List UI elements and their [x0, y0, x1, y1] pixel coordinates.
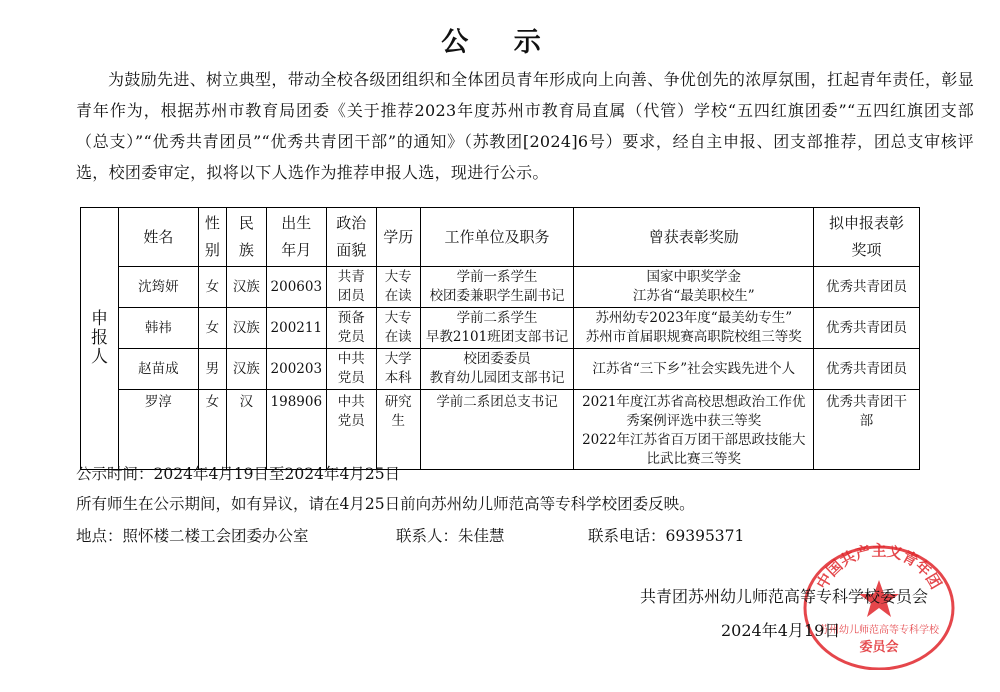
cell-proposed: 优秀共青团员 [814, 308, 920, 349]
cell-awards: 苏州幼专2023年度“最美幼专生” 苏州市首届职规赛高职院校组三等奖 [574, 308, 814, 349]
header-unit: 工作单位及职务 [420, 208, 574, 267]
header-gender: 性 别 [198, 208, 226, 267]
signature-org: 共青团苏州幼儿师范高等专科学校委员会 [640, 587, 929, 606]
cell-name: 韩祎 [118, 308, 198, 349]
intro-paragraph: 为鼓励先进、树立典型，带动全校各级团组织和全体团员青年形成向上向善、争优创先的浓厚氛围，扛起青年责任，彰显青年作为，根据苏州市教育局团委《关于推荐2023年度苏州市教育局直属（代管）学校“五四红旗团委”“五四红旗团支部（总支）”“优秀共青团员”“优秀共青团干部”的通知》（苏教团[2024]6号）要求，经自主申报、团支部推荐，团总支审核评选，校团委审定，拟将以下人选作为推荐申报人选，现进行公示。 [76, 70, 974, 182]
cell-name: 赵苗成 [118, 349, 198, 390]
signature-date: 2024年4月19日 [721, 621, 841, 640]
cell-education: 大专 在读 [376, 308, 420, 349]
cell-awards: 江苏省“三下乡”社会实践先进个人 [574, 349, 814, 390]
side-label: 申 报 人 [81, 208, 119, 470]
period-text: 公示时间：2024年4月19日至2024年4月25日 [76, 465, 401, 483]
cell-political: 中共 党员 [326, 390, 376, 470]
cell-unit: 校团委委员 教育幼儿园团支部书记 [420, 349, 574, 390]
table-row [81, 349, 920, 390]
cell-political: 预备 党员 [326, 308, 376, 349]
cell-education: 大专 在读 [376, 267, 420, 308]
cell-gender: 男 [198, 349, 226, 390]
header-proposed: 拟申报表彰 奖项 [814, 208, 920, 267]
cell-gender: 女 [198, 267, 226, 308]
cell-unit: 学前二系学生 早教2101班团支部书记 [420, 308, 574, 349]
cell-birth: 200203 [266, 349, 326, 390]
cell-unit: 学前一系学生 校团委兼职学生副书记 [420, 267, 574, 308]
cell-awards: 国家中职奖学金 江苏省“最美职校生” [574, 267, 814, 308]
seal-text-top: 中国共产主义青年团 [812, 541, 946, 593]
header-awards: 曾获表彰奖励 [574, 208, 814, 267]
location-text: 地点：照怀楼二楼工会团委办公室 [76, 527, 309, 545]
cell-proposed: 优秀共青团干 部 [814, 390, 920, 470]
cell-proposed: 优秀共青团员 [814, 349, 920, 390]
cell-proposed: 优秀共青团员 [814, 267, 920, 308]
cell-political: 共青 团员 [326, 267, 376, 308]
cell-education: 大学 本科 [376, 349, 420, 390]
cell-unit: 学前二系团总支书记 [420, 390, 574, 470]
cell-awards: 2021年度江苏省高校思想政治工作优 秀案例评选中获三等奖 2022年江苏省百万团干部思政技能大 比武比赛三等奖 [574, 390, 814, 470]
cell-ethnicity: 汉族 [226, 267, 266, 308]
cell-ethnicity: 汉族 [226, 349, 266, 390]
cell-political: 中共 党员 [326, 349, 376, 390]
phone-text: 联系电话：69395371 [588, 527, 745, 545]
table-row [81, 267, 920, 308]
table-header-row [81, 208, 920, 267]
cell-birth: 198906 [266, 390, 326, 470]
cell-name: 沈筠妍 [118, 267, 198, 308]
header-political: 政治 面貌 [326, 208, 376, 267]
seal-text-mid: 苏州幼儿师范高等专科学校 [819, 625, 939, 636]
header-birth: 出生 年月 [266, 208, 326, 267]
objection-text: 所有师生在公示期间，如有异议，请在4月25日前向苏州幼儿师范高等专科学校团委反映。 [76, 495, 695, 513]
header-name: 姓名 [118, 208, 198, 267]
candidate-table [80, 207, 920, 470]
cell-education: 研究 生 [376, 390, 420, 470]
table-row [81, 308, 920, 349]
contact-line [76, 524, 776, 546]
cell-ethnicity: 汉 [226, 390, 266, 470]
page-title: 公 示 [441, 27, 559, 58]
cell-gender: 女 [198, 308, 226, 349]
cell-name: 罗淳 [118, 390, 198, 470]
header-ethnicity: 民 族 [226, 208, 266, 267]
cell-birth: 200211 [266, 308, 326, 349]
cell-gender: 女 [198, 390, 226, 470]
cell-birth: 200603 [266, 267, 326, 308]
header-education: 学历 [376, 208, 420, 267]
seal-text-bottom: 委员会 [859, 640, 899, 655]
table-row [81, 390, 920, 470]
contact-person-text: 联系人：朱佳慧 [396, 527, 505, 545]
cell-ethnicity: 汉族 [226, 308, 266, 349]
